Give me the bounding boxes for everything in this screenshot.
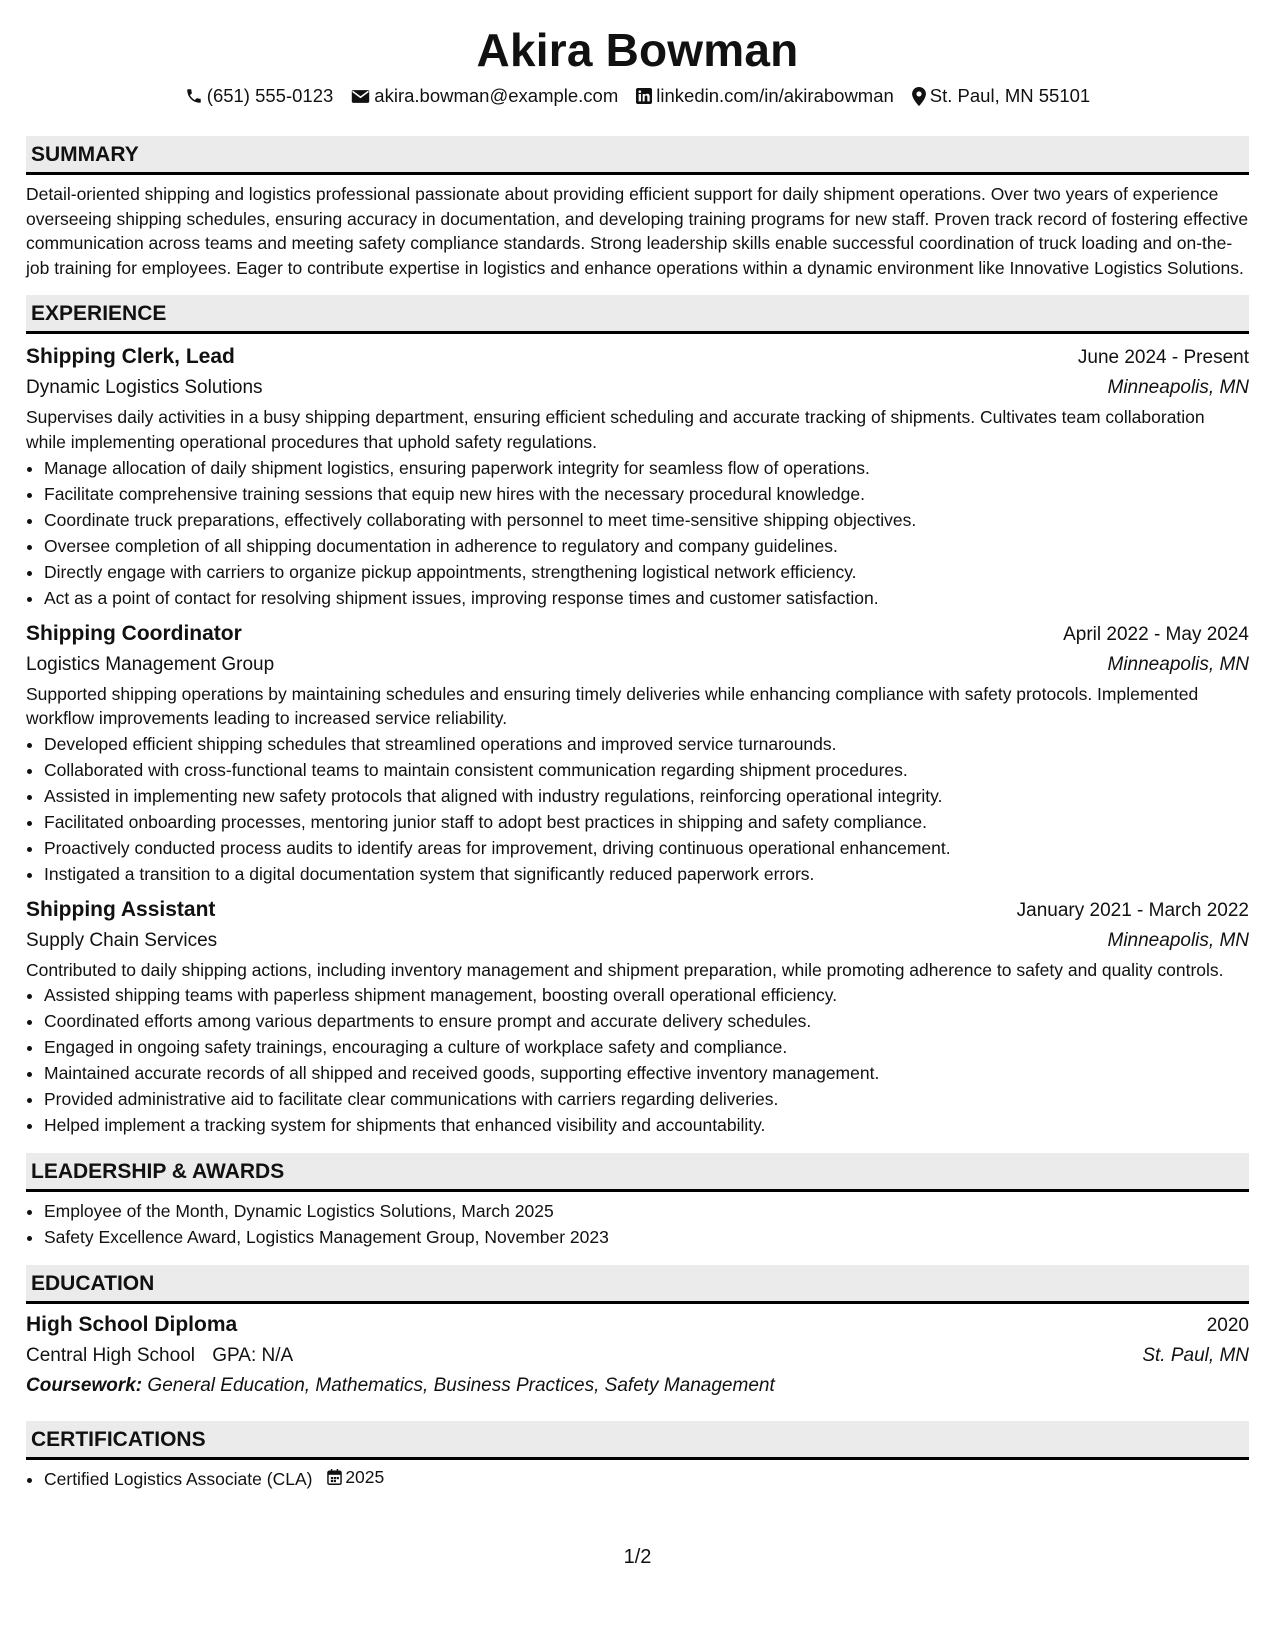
linkedin-text: linkedin.com/in/akirabowman bbox=[656, 85, 894, 106]
contact-email[interactable] bbox=[351, 85, 618, 107]
job-dates: June 2024 - Present bbox=[1077, 347, 1249, 369]
gpa: GPA: N/A bbox=[212, 1345, 294, 1367]
job-title: Shipping Clerk, Lead bbox=[26, 345, 235, 369]
list-item: • Provided administrative aid to facilitate clear communications with carriers regarding deliveries. bbox=[44, 1086, 1249, 1112]
list-item: • Act as a point of contact for resolving shipment issues, improving response times and customer satisfaction. bbox=[44, 585, 1249, 611]
job-entry bbox=[26, 619, 1249, 887]
list-item: • Proactively conducted process audits to identify areas for improvement, driving continuous operational enhancement. bbox=[44, 835, 1249, 861]
certification-year: 2025 bbox=[345, 1467, 385, 1488]
awards-list bbox=[26, 1198, 1249, 1250]
education-entry bbox=[26, 1310, 1249, 1401]
list-item: • Directly engage with carriers to organize pickup appointments, strengthening logistical network efficiency. bbox=[44, 559, 1249, 585]
coursework-label: Coursework: bbox=[26, 1375, 143, 1397]
job-company: Logistics Management Group bbox=[26, 653, 275, 675]
list-item: • Safety Excellence Award, Logistics Management Group, November 2023 bbox=[44, 1224, 1249, 1250]
list-item: • Developed efficient shipping schedules that streamlined operations and improved service turnarounds. bbox=[44, 731, 1249, 757]
awards-heading: LEADERSHIP & AWARDS bbox=[26, 1153, 1249, 1192]
list-item: • Employee of the Month, Dynamic Logistics Solutions, March 2025 bbox=[44, 1198, 1249, 1224]
job-company: Dynamic Logistics Solutions bbox=[26, 377, 263, 399]
job-title: Shipping Assistant bbox=[26, 897, 216, 921]
candidate-name: Akira Bowman bbox=[476, 24, 799, 76]
page-number: 1/2 bbox=[623, 1546, 652, 1568]
list-item: • Assisted shipping teams with paperless shipment management, boosting overall operational efficiency. bbox=[44, 982, 1249, 1008]
contact-phone bbox=[185, 85, 334, 107]
job-location: Minneapolis, MN bbox=[1107, 929, 1249, 951]
linkedin-icon bbox=[636, 88, 652, 104]
job-location: Minneapolis, MN bbox=[1107, 377, 1249, 399]
job-description: Supported shipping operations by maintaining schedules and ensuring timely deliveries while enhancing compliance with safety protocols. Implemented workflow improvements leading to increased service reliability. bbox=[26, 683, 1199, 729]
job-description: Contributed to daily shipping actions, including inventory management and shipment preparation, while promoting adherence to safety and quality controls. bbox=[26, 959, 1224, 980]
list-item: • Manage allocation of daily shipment logistics, ensuring paperwork integrity for seamless flow of operations. bbox=[44, 455, 1249, 481]
job-entry bbox=[26, 895, 1249, 1139]
job-location: Minneapolis, MN bbox=[1107, 653, 1249, 675]
list-item: • Helped implement a tracking system for shipments that enhanced visibility and accountability. bbox=[44, 1112, 1249, 1138]
list-item: • Facilitated onboarding processes, mentoring junior staff to adopt best practices in shipping and safety compliance. bbox=[44, 809, 1249, 835]
job-bullets bbox=[26, 982, 1249, 1138]
certification-name: Certified Logistics Associate (CLA) bbox=[44, 1469, 313, 1490]
list-item: • Coordinated efforts among various departments to ensure prompt and accurate delivery schedules. bbox=[44, 1008, 1249, 1034]
job-company: Supply Chain Services bbox=[26, 929, 218, 951]
list-item: • Facilitate comprehensive training sessions that equip new hires with the necessary procedural knowledge. bbox=[44, 481, 1249, 507]
job-dates: January 2021 - March 2022 bbox=[1016, 899, 1249, 921]
job-description: Supervises daily activities in a busy shipping department, ensuring efficient scheduling and accurate tracking of shipments. Cultivates team collaboration while implementing operational procedures that uphold safety regulations. bbox=[26, 407, 1205, 452]
school-name: Central High School bbox=[26, 1345, 195, 1367]
calendar-icon bbox=[327, 1469, 342, 1485]
school-line bbox=[26, 1340, 293, 1371]
job-dates: April 2022 - May 2024 bbox=[1063, 623, 1249, 645]
resume-page bbox=[26, 0, 1249, 1492]
coursework bbox=[26, 1371, 1249, 1401]
degree: High School Diploma bbox=[26, 1313, 238, 1337]
contact-linkedin[interactable] bbox=[636, 85, 894, 107]
map-pin-icon bbox=[912, 87, 926, 106]
education-heading: EDUCATION bbox=[26, 1265, 1249, 1304]
job-entry bbox=[26, 342, 1249, 610]
certifications-heading: CERTIFICATIONS bbox=[26, 1421, 1249, 1460]
education-year: 2020 bbox=[1206, 1315, 1249, 1337]
job-bullets bbox=[26, 455, 1249, 611]
contact-bar bbox=[26, 84, 1249, 108]
list-item: • Coordinate truck preparations, effectively collaborating with personnel to meet time-sensitive shipping objectives. bbox=[44, 507, 1249, 533]
location-text: St. Paul, MN 55101 bbox=[929, 85, 1091, 106]
certification-date bbox=[327, 1464, 384, 1490]
envelope-icon bbox=[351, 89, 370, 104]
phone-icon bbox=[185, 87, 203, 105]
list-item: • Instigated a transition to a digital documentation system that significantly reduced paperwork errors. bbox=[44, 861, 1249, 887]
experience-heading: EXPERIENCE bbox=[26, 295, 1249, 334]
job-bullets bbox=[26, 731, 1249, 887]
coursework-text: General Education, Mathematics, Business Practices, Safety Management bbox=[147, 1375, 775, 1397]
list-item: • Collaborated with cross-functional teams to maintain consistent communication regarding shipment procedures. bbox=[44, 757, 1249, 783]
summary-heading: SUMMARY bbox=[26, 136, 1249, 175]
list-item: • Engaged in ongoing safety trainings, encouraging a culture of workplace safety and compliance. bbox=[44, 1034, 1249, 1060]
summary-text: Detail-oriented shipping and logistics professional passionate about providing efficient support for daily shipment operations. Over two years of experience overseeing shipping schedules, ensuring accuracy in documentation, and developing training programs for new staff. Proven track record of fostering effective communication across teams and meeting safety compliance standards. Strong leadership skills enable successful coordination of truck loading and on-the-job training for employees. Eager to contribute expertise in logistics and enhance operations within a dynamic environment like Innovative Logistics Solutions. bbox=[26, 184, 1249, 278]
education-location: St. Paul, MN bbox=[1142, 1345, 1249, 1367]
certifications-list bbox=[26, 1464, 1249, 1492]
list-item: • Assisted in implementing new safety protocols that aligned with industry regulations, reinforcing operational integrity. bbox=[44, 783, 1249, 809]
list-item bbox=[44, 1464, 1249, 1492]
email-text: akira.bowman@example.com bbox=[374, 85, 619, 106]
list-item: • Oversee completion of all shipping documentation in adherence to regulatory and company guidelines. bbox=[44, 533, 1249, 559]
phone-text: (651) 555-0123 bbox=[206, 85, 334, 106]
list-item: • Maintained accurate records of all shipped and received goods, supporting effective inventory management. bbox=[44, 1060, 1249, 1086]
contact-location bbox=[912, 85, 1090, 107]
job-title: Shipping Coordinator bbox=[26, 621, 242, 645]
